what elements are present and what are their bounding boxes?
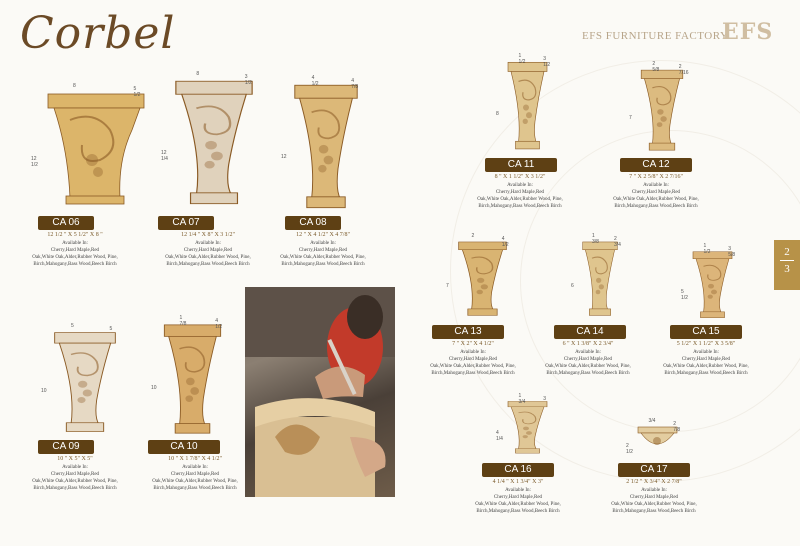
corbel-image: [50, 330, 120, 440]
availability-text: [458, 487, 578, 515]
dimension-label: 10: [41, 387, 47, 394]
availability-text: [15, 464, 135, 492]
availability-line: Available In:: [460, 350, 486, 355]
dimension-label: 12 1/4: [161, 149, 168, 162]
dimension-label: 4 1/2: [311, 75, 319, 87]
dimension-label: 1 1/2: [703, 243, 711, 255]
availability-line: Birch,Mahogany,Bass Wood,Beech Birch: [614, 204, 698, 209]
product-code-badge: CA 08: [285, 216, 341, 230]
dimension-label: 12 1/2: [31, 156, 38, 168]
dimension-label: 1 3/8: [592, 233, 599, 245]
availability-line: Birch,Mahogany,Bass Wood,Beech Birch: [431, 371, 515, 376]
dimension-label: 4 1/4: [496, 430, 503, 443]
product-size: 5 1/2" X 1 1/2" X 3 5/8": [676, 341, 736, 347]
availability-line: Oak,White Oak,Alder,Rubber Wood, Pine,: [280, 255, 366, 260]
availability-line: Oak,White Oak,Alder,Rubber Wood, Pine,: [32, 479, 118, 484]
availability-line: Cherry,Hard Maple,Red: [631, 190, 681, 195]
product-code-badge: CA 15: [670, 325, 742, 339]
availability-text: [596, 182, 716, 210]
availability-text: [15, 240, 135, 268]
product-code-badge: CA 16: [482, 463, 554, 477]
availability-line: Cherry,Hard Maple,Red: [50, 248, 100, 253]
dimension-label: 4 7/8: [351, 78, 359, 90]
dimension-label: 3/4: [648, 418, 656, 424]
dimension-label: 1 1/2: [518, 53, 526, 65]
product-code-badge: CA 13: [432, 325, 504, 339]
product-size: 4 1/4 " X 1 3/4" X 3": [492, 479, 544, 485]
availability-line: Oak,White Oak,Alder,Rubber Wood, Pine,: [663, 364, 749, 369]
product-code-badge: CA 14: [554, 325, 626, 339]
availability-text: [594, 487, 714, 515]
product-code-badge: CA 07: [158, 216, 214, 230]
availability-line: Available In:: [643, 183, 669, 188]
product-code-badge: CA 10: [148, 440, 220, 454]
product-code-badge: CA 11: [485, 158, 557, 172]
availability-line: Birch,Mahogany,Bass Wood,Beech Birch: [153, 486, 237, 491]
dimension-label: 10: [151, 385, 157, 392]
dimension-label: 5 1/2: [133, 86, 141, 98]
dimension-label: 3 5/8: [728, 246, 736, 258]
page-number-current: 2: [780, 244, 794, 261]
dimension-label: 2 3/4: [614, 236, 621, 248]
availability-line: Available In:: [62, 241, 88, 246]
product-size: 8 " X 1 1/2" X 3 1/2": [494, 174, 546, 180]
dimension-label: 8: [73, 83, 76, 89]
dimension-label: 2 7/8: [673, 421, 681, 433]
product-code-badge: CA 09: [38, 440, 94, 454]
dimension-label: 5: [71, 323, 74, 329]
availability-line: Available In:: [693, 350, 719, 355]
availability-line: Oak,White Oak,Alder,Rubber Wood, Pine,: [165, 255, 251, 260]
availability-text: [263, 240, 383, 268]
dimension-label: 2: [471, 233, 475, 239]
availability-line: Birch,Mahogany,Bass Wood,Beech Birch: [281, 262, 365, 267]
dimension-label: 4 1/2: [501, 236, 509, 248]
availability-line: Oak,White Oak,Alder,Rubber Wood, Pine,: [430, 364, 516, 369]
availability-line: Birch,Mahogany,Bass Wood,Beech Birch: [612, 509, 696, 514]
dimension-label: 1 3/4: [518, 393, 526, 405]
availability-line: Cherry,Hard Maple,Red: [183, 248, 233, 253]
availability-line: Available In:: [62, 465, 88, 470]
product-size: 7 " X 2" X 4 1/2": [452, 341, 494, 347]
availability-line: Available In:: [505, 488, 531, 493]
availability-line: Birch,Mahogany,Bass Wood,Beech Birch: [33, 262, 117, 267]
carving-photo: [245, 287, 395, 497]
dimension-label: 5: [109, 326, 113, 332]
availability-line: Available In:: [641, 488, 667, 493]
product-size: 7 " X 2 5/8" X 2 7/16": [629, 174, 683, 180]
dimension-label: 3 1/2: [244, 74, 252, 86]
availability-line: Available In:: [195, 241, 221, 246]
page-number-tab: [774, 240, 800, 290]
availability-line: Birch,Mahogany,Bass Wood,Beech Birch: [478, 204, 562, 209]
availability-line: Cherry,Hard Maple,Red: [448, 357, 498, 362]
dimension-label: 4 1/2: [215, 318, 223, 330]
availability-line: Cherry,Hard Maple,Red: [170, 472, 220, 477]
corbel-image: [505, 60, 550, 157]
corbel-image: [690, 250, 735, 325]
availability-line: Available In:: [182, 465, 208, 470]
dimension-label: 3: [543, 396, 547, 402]
product-size: 12 1/2 " X 5 1/2" X 8 ": [47, 232, 103, 238]
product-size: 10 " X 1 7/8" X 4 1/2": [168, 456, 222, 462]
product-size: 12 1/4 " X 8" X 3 1/2": [181, 232, 235, 238]
page-number-other: 3: [784, 263, 790, 275]
factory-name: EFS FURNITURE FACTORY: [582, 30, 729, 42]
corbel-image: [290, 82, 362, 217]
corbel-image: [160, 322, 225, 442]
product-size: 2 1/2 " X 3/4" X 2 7/8": [626, 479, 682, 485]
corbel-image: [580, 240, 620, 323]
dimension-label: 8: [196, 71, 200, 77]
product-code-badge: CA 06: [38, 216, 94, 230]
availability-line: Cherry,Hard Maple,Red: [50, 472, 100, 477]
product-size: 10 " X 5" X 5": [57, 456, 93, 462]
availability-line: Oak,White Oak,Alder,Rubber Wood, Pine,: [611, 502, 697, 507]
availability-text: [646, 349, 766, 377]
availability-line: Cherry,Hard Maple,Red: [493, 495, 543, 500]
availability-line: Birch,Mahogany,Bass Wood,Beech Birch: [33, 486, 117, 491]
corbel-image: [40, 90, 150, 215]
availability-text: [148, 240, 268, 268]
dimension-label: 1 7/8: [179, 315, 187, 327]
product-size: 12 " X 4 1/2" X 4 7/8": [296, 232, 350, 238]
dimension-label: 7: [629, 114, 632, 121]
dimension-label: 7: [446, 282, 449, 289]
availability-line: Birch,Mahogany,Bass Wood,Beech Birch: [664, 371, 748, 376]
availability-text: [413, 349, 533, 377]
availability-line: Available In:: [507, 183, 533, 188]
dimension-label: 5 1/2: [681, 288, 688, 301]
availability-line: Oak,White Oak,Alder,Rubber Wood, Pine,: [152, 479, 238, 484]
availability-line: Oak,White Oak,Alder,Rubber Wood, Pine,: [475, 502, 561, 507]
dimension-label: 6: [571, 282, 574, 289]
availability-line: Cherry,Hard Maple,Red: [298, 248, 348, 253]
dimension-label: 2 5/8: [652, 61, 660, 73]
product-size: 6 " X 1 3/8" X 2 3/4": [562, 341, 614, 347]
availability-line: Cherry,Hard Maple,Red: [495, 190, 545, 195]
product-code-badge: CA 17: [618, 463, 690, 477]
page-title: Corbel: [20, 8, 176, 59]
availability-line: Cherry,Hard Maple,Red: [629, 495, 679, 500]
product-code-badge: CA 12: [620, 158, 692, 172]
availability-line: Oak,White Oak,Alder,Rubber Wood, Pine,: [477, 197, 563, 202]
availability-line: Birch,Mahogany,Bass Wood,Beech Birch: [476, 509, 560, 514]
corbel-image: [455, 240, 510, 323]
availability-line: Oak,White Oak,Alder,Rubber Wood, Pine,: [613, 197, 699, 202]
dimension-label: 8: [496, 110, 499, 117]
availability-line: Oak,White Oak,Alder,Rubber Wood, Pine,: [32, 255, 118, 260]
dimension-label: 3 1/2: [543, 56, 551, 68]
availability-text: [460, 182, 580, 210]
dimension-label: 2 1/2: [626, 442, 633, 455]
corbel-image: [170, 78, 258, 213]
corbel-image: [638, 68, 686, 158]
availability-line: Available In:: [310, 241, 336, 246]
availability-text: [528, 349, 648, 377]
dimension-label: 2 7/16: [678, 64, 689, 76]
availability-text: [135, 464, 255, 492]
availability-line: Birch,Mahogany,Bass Wood,Beech Birch: [166, 262, 250, 267]
dimension-label: 12: [281, 153, 287, 160]
corbel-image: [505, 400, 550, 460]
availability-line: Available In:: [575, 350, 601, 355]
availability-line: Cherry,Hard Maple,Red: [681, 357, 731, 362]
availability-line: Oak,White Oak,Alder,Rubber Wood, Pine,: [545, 364, 631, 369]
efs-logo: EFS: [722, 19, 774, 45]
availability-line: Birch,Mahogany,Bass Wood,Beech Birch: [546, 371, 630, 376]
availability-line: Cherry,Hard Maple,Red: [563, 357, 613, 362]
